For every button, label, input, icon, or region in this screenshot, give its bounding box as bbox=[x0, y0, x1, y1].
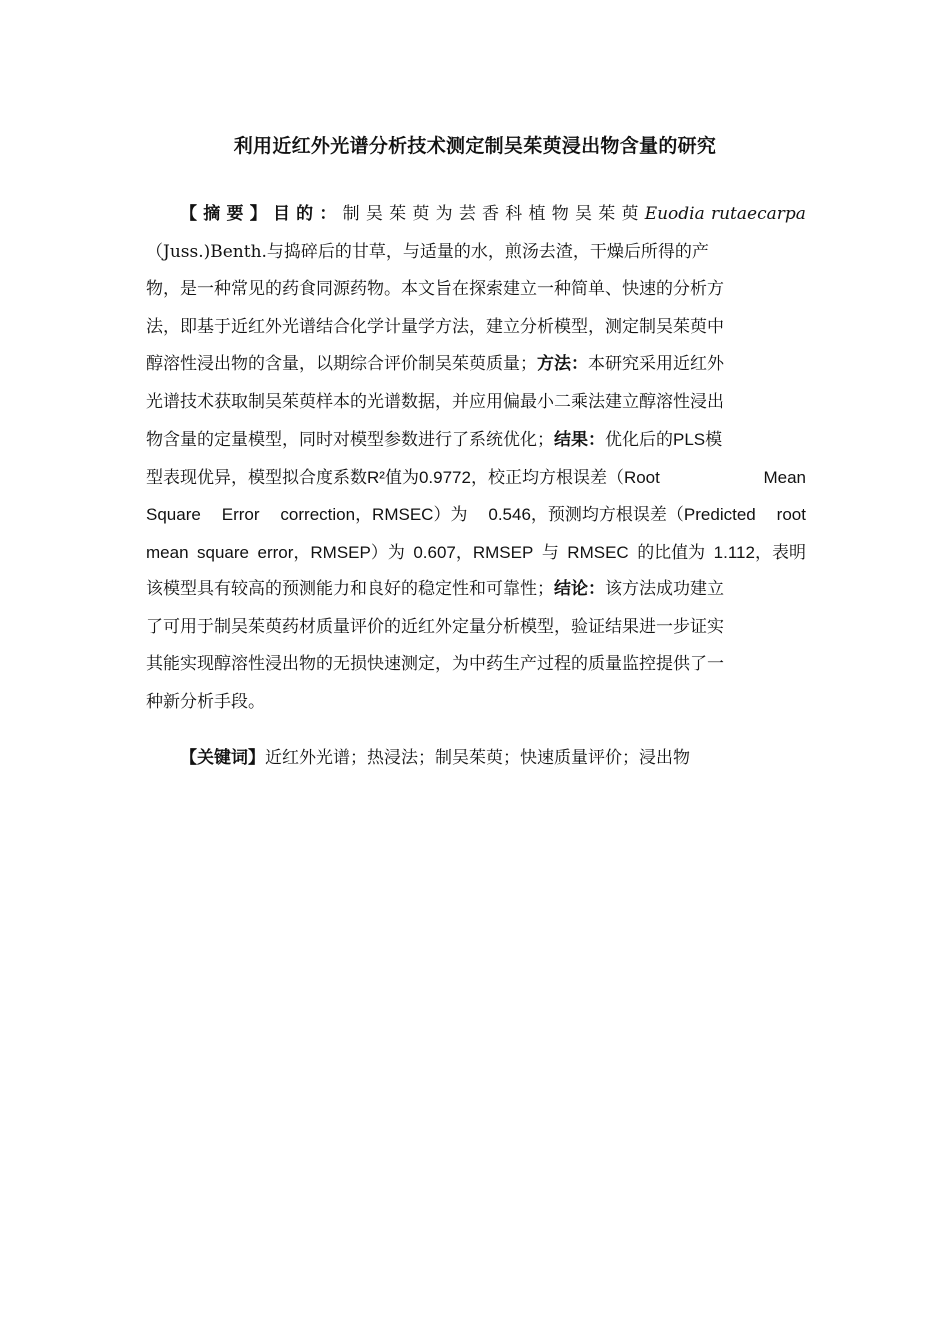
abstract-text-fragment: 型表现优异，模型拟合度系数 bbox=[146, 467, 367, 488]
abstract-text-segment: Mean bbox=[763, 467, 806, 487]
abstract-text-segment: root bbox=[776, 505, 806, 524]
abstract-line-9 bbox=[146, 496, 806, 534]
abstract-text-segment: 模 bbox=[705, 430, 723, 450]
abstract-text-segment: error，RMSEP）为 bbox=[257, 542, 405, 562]
abstract-text-segment: 醇溶性浸出物的含量，以期综合评价制吴茱萸质量； bbox=[146, 354, 537, 374]
ratio-value-segment: 1.112，表明 bbox=[713, 542, 806, 562]
abstract-line-10 bbox=[146, 534, 806, 572]
abstract-text-segment: Error bbox=[221, 505, 260, 524]
abstract-line-8 bbox=[146, 459, 806, 497]
abstract-text-segment: mean bbox=[146, 542, 189, 562]
species-genus: Euodia bbox=[644, 204, 705, 224]
abstract-text-char: 香 bbox=[482, 204, 500, 224]
abstract-line-7 bbox=[146, 421, 806, 459]
abstract-text-char: 为 bbox=[435, 204, 453, 224]
abstract-label-char: 】 bbox=[249, 204, 267, 224]
abstract-text-fragment: ，校正均方根误差（Root bbox=[470, 467, 660, 487]
objective-label-char: ： bbox=[319, 204, 337, 224]
abstract-label-char: 要 bbox=[226, 204, 244, 224]
pls-term: PLS bbox=[673, 430, 706, 449]
abstract-text-segment: correction，RMSEC）为 bbox=[280, 505, 468, 524]
abstract-line-2: （Juss.)Benth.与捣碎后的甘草，与适量的水，煎汤去渣，干燥后所得的产 bbox=[146, 241, 709, 262]
abstract-label-char: 摘 bbox=[203, 204, 221, 224]
abstract-text-segment: Square bbox=[146, 505, 201, 524]
result-label: 结果： bbox=[554, 430, 605, 450]
abstract-label-char: 【 bbox=[180, 204, 197, 224]
abstract-text-segment: 优化后的 bbox=[605, 430, 673, 450]
abstract-line-1 bbox=[146, 196, 806, 234]
abstract-line-13: 其能实现醇溶性浸出物的无损快速测定，为中药生产过程的质量监控提供了一 bbox=[146, 654, 724, 674]
abstract-text-segment: 的比值为 bbox=[637, 542, 706, 562]
abstract-text-char: 萸 bbox=[412, 204, 430, 224]
keywords-line bbox=[180, 740, 690, 778]
document-title: 利用近红外光谱分析技术测定制吴茱萸浸出物含量的研究 bbox=[233, 135, 717, 157]
species-epithet: rutaecarpa bbox=[710, 204, 806, 224]
abstract-text-segment: 物含量的定量模型，同时对模型参数进行了系统优化； bbox=[146, 430, 554, 450]
abstract-text-char: 萸 bbox=[621, 204, 639, 224]
objective-label-char: 的 bbox=[296, 204, 314, 224]
objective-label-char: 目 bbox=[272, 204, 290, 224]
keywords-label: 【关键词】 bbox=[180, 748, 265, 768]
conclusion-label: 结论： bbox=[554, 579, 605, 599]
abstract-line-3: 物，是一种常见的药食同源药物。本文旨在探索建立一种简单、快速的分析方 bbox=[146, 279, 724, 299]
rmsep-value-segment: 0.607，RMSEP bbox=[413, 542, 534, 562]
abstract-line-4: 法，即基于近红外光谱结合化学计量学方法，建立分析模型，测定制吴茱萸中 bbox=[146, 316, 724, 337]
abstract-line-14: 种新分析手段。 bbox=[146, 691, 265, 712]
r-squared-symbol: R² bbox=[367, 467, 385, 487]
abstract-text-segment: square bbox=[197, 542, 249, 562]
rmsec-value-segment: 0.546，预测均方根误差（Predicted bbox=[488, 505, 756, 524]
abstract-text-segment: 该模型具有较高的预测能力和良好的稳定性和可靠性； bbox=[146, 579, 554, 599]
abstract-text-char: 科 bbox=[505, 204, 523, 224]
abstract-text-char: 芸 bbox=[458, 204, 476, 224]
abstract-line-5 bbox=[146, 346, 806, 384]
abstract-text-segment: 与 bbox=[541, 542, 559, 562]
abstract-text-segment: RMSEC bbox=[567, 542, 629, 562]
abstract-text-char: 茱 bbox=[389, 204, 407, 224]
r-squared-value: 0.9772 bbox=[418, 467, 471, 487]
abstract-text-char: 植 bbox=[528, 204, 546, 224]
abstract-paragraph bbox=[146, 196, 806, 721]
abstract-line-12: 了可用于制吴茱萸药材质量评价的近红外定量分析模型，验证结果进一步证实 bbox=[146, 616, 724, 637]
abstract-text-segment: 该方法成功建立 bbox=[605, 579, 724, 599]
abstract-text-fragment: 值为 bbox=[384, 467, 419, 488]
abstract-text-segment: 本研究采用近红外 bbox=[588, 354, 724, 374]
abstract-text-char: 制 bbox=[342, 204, 360, 224]
abstract-line-11 bbox=[146, 571, 806, 609]
abstract-text-char: 物 bbox=[551, 204, 569, 224]
abstract-text-char: 茱 bbox=[598, 204, 616, 224]
abstract-text-segment bbox=[146, 459, 660, 497]
method-label: 方法： bbox=[537, 354, 588, 374]
keywords-text: 近红外光谱；热浸法；制吴茱萸；快速质量评价；浸出物 bbox=[265, 748, 690, 768]
abstract-line-6: 光谱技术获取制吴茱萸样本的光谱数据，并应用偏最小二乘法建立醇溶性浸出 bbox=[146, 391, 724, 412]
abstract-text-char: 吴 bbox=[365, 204, 383, 224]
abstract-text-char: 吴 bbox=[574, 204, 592, 224]
